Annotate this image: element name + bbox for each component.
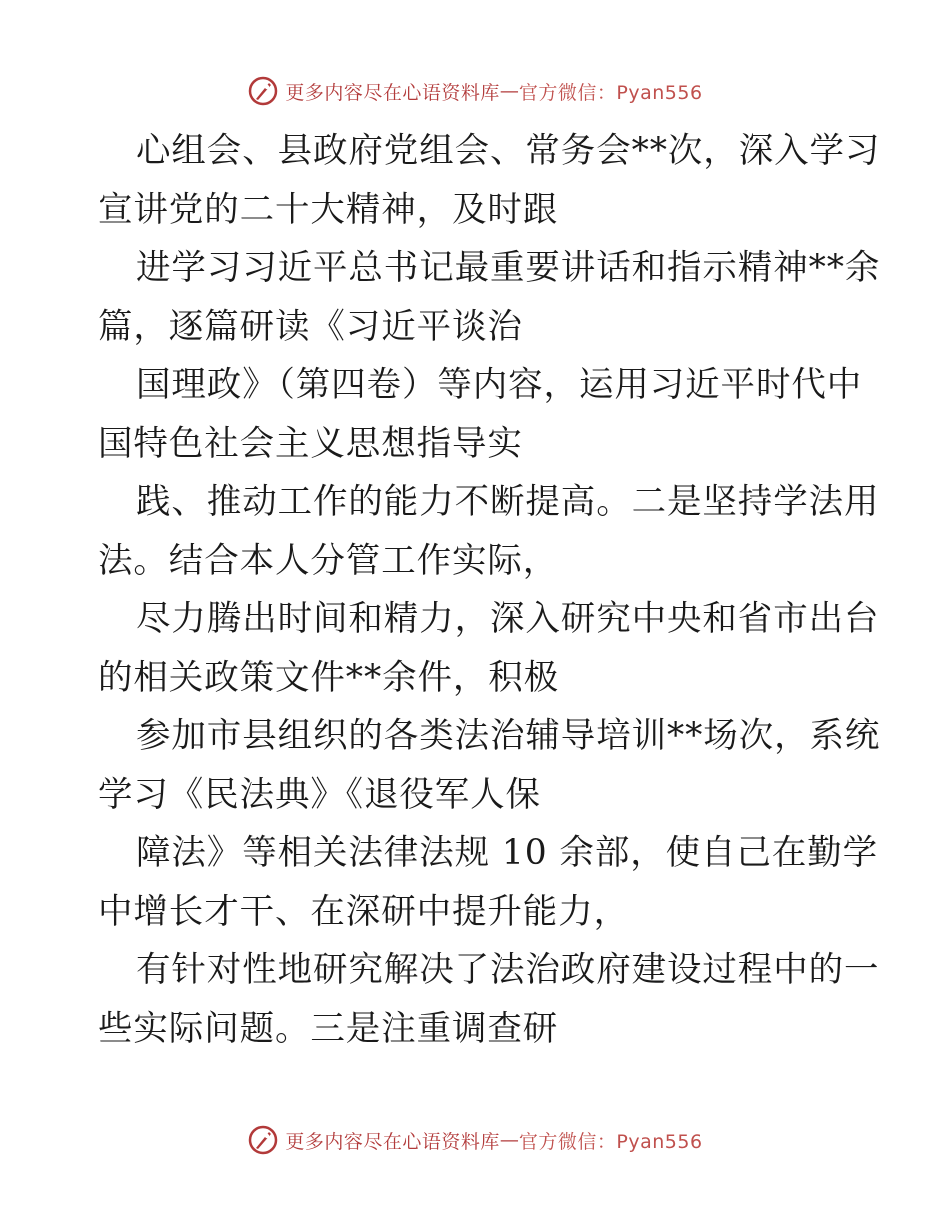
text-line: 心组会、县政府党组会、常务会**次，深入学习 [136,131,881,171]
banner-contact-text: 官方微信：Pyan556 [518,1130,703,1153]
text-line: 学习《民法典》《退役军人保 [98,774,541,815]
text-line: 国特色社会主义思想指导实 [98,423,523,464]
text-line: 法。结合本人分管工作实际， [98,540,559,581]
text-line: 宣讲党的二十大精神，及时跟 [98,189,559,230]
banner-contact-text: 官方微信：Pyan556 [518,81,703,104]
banner-separator: — [499,1129,519,1151]
quill-logo-icon [247,1124,279,1156]
text-line: 进学习习近平总书记最重要讲话和指示精神**余 [136,248,881,288]
text-line: 有针对性地研究解决了法治政府建设过程中的一 [136,950,880,990]
text-line: 的相关政策文件**余件，积极 [98,657,560,698]
document-body [98,122,881,1058]
text-line: 些实际问题。三是注重调查研 [98,1008,559,1049]
text-line: 障法》等相关法律法规 10 余部，使自己在勤学 [136,833,879,873]
text-line: 中增长才干、在深研中提升能力， [98,891,629,932]
banner-brand-text: 更多内容尽在心语资料库 [285,1130,500,1153]
banner-brand-text: 更多内容尽在心语资料库 [285,81,500,104]
text-line: 国理政》（第四卷）等内容，运用习近平时代中 [136,365,863,405]
banner-separator: — [499,80,519,102]
text-line: 尽力腾出时间和精力，深入研究中央和省市出台 [136,599,880,639]
text-line: 参加市县组织的各类法治辅导培训**场次，系统 [136,716,881,756]
quill-logo-icon [247,75,279,107]
footer-banner [0,1120,950,1160]
text-line: 篇，逐篇研读《习近平谈治 [98,306,523,347]
text-line: 践、推动工作的能力不断提高。二是坚持学法用 [136,482,880,522]
header-banner [0,71,950,111]
